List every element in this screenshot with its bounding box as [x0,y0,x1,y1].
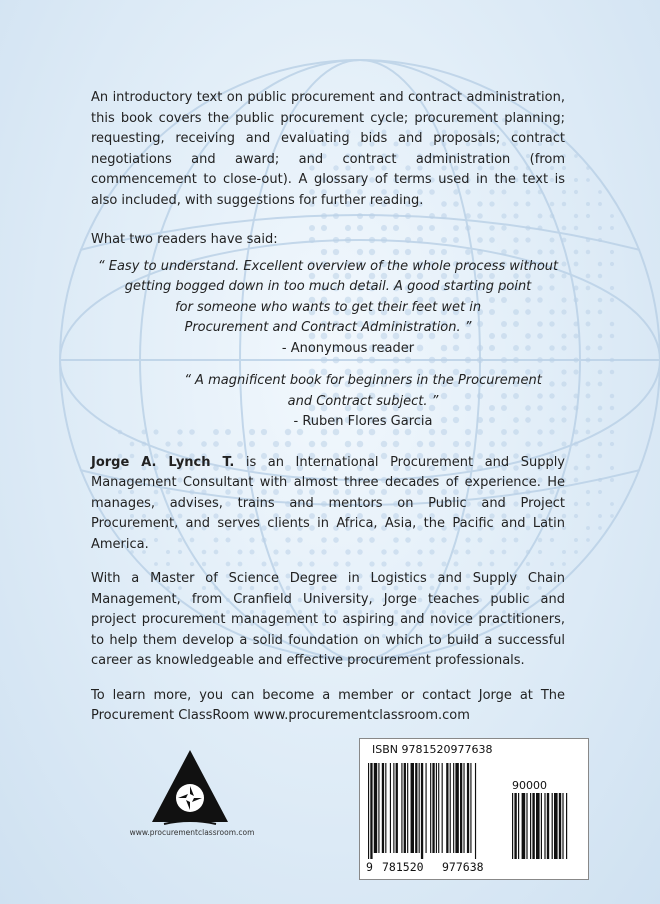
barcode-bar [368,763,369,859]
barcode-bar [460,763,462,853]
barcode-bar [450,763,451,853]
barcode-bar [382,763,384,853]
barcode-addon-bar [518,793,519,859]
barcode-addon-bar [536,793,540,859]
logo-url: www.procurementclassroom.com [129,828,255,837]
author-bio-text: is an International Procurement and Supply Management Consultant with almost three decades of experience. He manages, advises, trains and mentors on Public and Project Procurement, and serves clients in Africa, Asia, the Pacific and Latin America. [91,454,566,552]
quote-author: - Anonymous reader [281,340,415,356]
barcode-bar [475,763,476,859]
quote-author: - Ruben Flores Garcia [293,414,433,429]
barcode-addon-bar [512,793,513,859]
barcode-addon-bar [526,793,527,859]
barcode-addon-bar [532,793,534,859]
barcode-digit-group-2: 977638 [442,860,484,874]
barcode-addon-bar [530,793,531,859]
procurement-classroom-logo-icon [150,748,230,828]
quote-2 [91,371,565,433]
barcode-bar [442,763,443,853]
back-cover-text [91,88,565,727]
book-description: An introductory text on public procurement and contract administration, this book covers the public procurement cycle; procurement planning; requesting, receiving and evaluating bids and proposals; contract negotiations and award; and contract administration (from commencement to close-out). A glossary of terms used in the text is also included, with suggestions for further reading. [91,90,565,208]
quote-line: and Contract subject. ” [287,393,439,409]
barcode-bar [385,763,386,853]
quote-line: “ Easy to understand. Excellent overview of the whole process without [97,258,559,274]
author-name: Jorge A. Lynch T. [91,454,235,470]
barcode-bar [374,763,377,853]
barcode-bar [411,763,414,853]
barcode-bar [401,763,402,853]
barcode-addon-bar [547,793,549,859]
readers-heading: What two readers have said: [91,232,278,247]
barcode-addon-bar [559,793,561,859]
price-code: 90000 [512,779,547,792]
isbn-label: ISBN 9781520977638 [372,743,493,756]
barcode-bar [370,763,372,859]
barcode-bar [390,763,391,853]
barcode-bar [378,763,379,853]
barcode-bar [436,763,437,853]
barcode-bar [421,763,423,859]
barcode-bar [463,763,464,853]
barcode-bar [407,763,408,853]
author-bio [91,453,565,556]
quote-1 [91,257,565,360]
barcode-bar [467,763,469,853]
quote-line: “ A magnificent book for beginners in the Procurement [184,373,542,388]
barcode-addon-bar [544,793,545,859]
quote-line: Procurement and Contract Administration. ” [184,320,472,335]
author-education: With a Master of Science Degree in Logistics and Supply Chain Management, from Cranfield University, Jorge teaches public and project procurement management to aspiring and novice practitioners, to help them develop a solid foundation on which to build a successful career as knowledgeable and effective procurement professionals. [91,571,565,668]
barcode-bar [432,763,434,853]
barcode-bars [364,763,584,859]
barcode-bar [455,763,458,853]
barcode-digit-prefix: 9 [366,860,373,874]
barcode-digit-group-1: 781520 [382,860,424,874]
contact-info: To learn more, you can become a member or contact Jorge at The Procurement ClassRoom www.procurementclassroom.com [91,687,565,723]
barcode-addon-bar [541,793,542,859]
barcode-addon-bar [522,793,526,859]
barcode-bar [470,763,471,853]
barcode-bar [419,763,420,853]
barcode-bar [396,763,398,853]
barcode-addon-bar [514,793,516,859]
barcode-bar [404,763,406,853]
quote-line: for someone who wants to get their feet wet in [174,299,482,315]
barcode-bar [393,763,394,853]
barcode-addon-bar [552,793,553,859]
quote-line: getting bogged down in too much detail. A good starting point [124,279,532,294]
barcode-bar [430,763,431,853]
barcode-bar [446,763,448,853]
barcode-bar [438,763,439,853]
barcode-bar [415,763,417,853]
barcode-bar [453,763,454,853]
isbn-barcode [359,738,589,880]
barcode-addon-bar [562,793,563,859]
barcode-bar [426,763,427,853]
barcode-addon-bar [566,793,567,859]
barcode-addon-bar [554,793,558,859]
